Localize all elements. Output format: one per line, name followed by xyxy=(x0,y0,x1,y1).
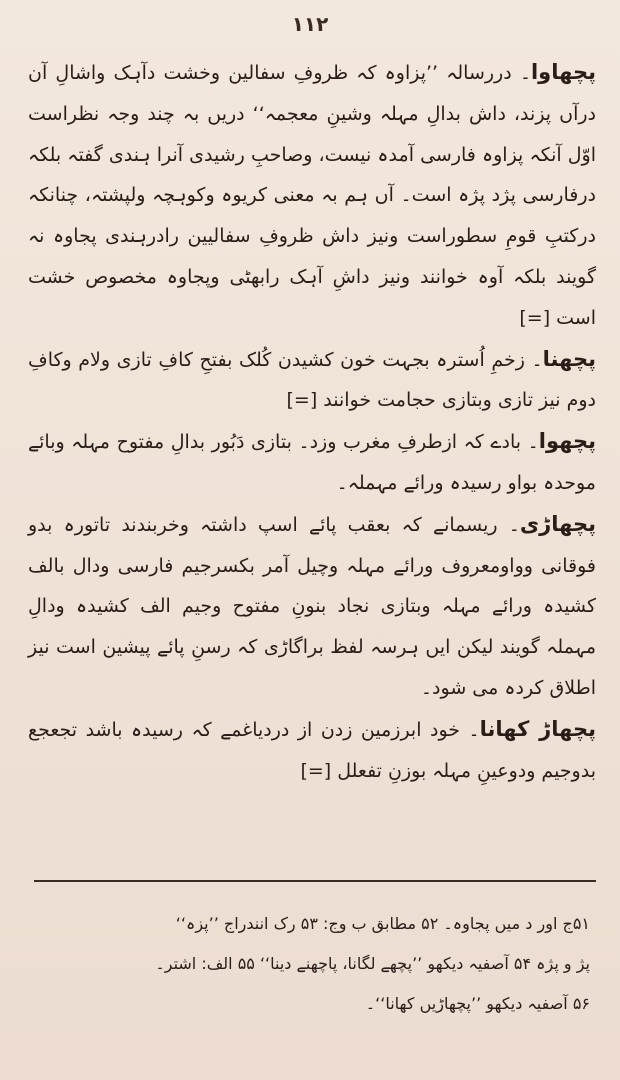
footnote-line: ۵۶ آصفیہ دیکھو ’’پچھاڑیں کھانا‘‘۔ xyxy=(365,994,590,1013)
entry-headword: پچھنا xyxy=(542,346,596,371)
entry-definition: ۔ بادے کہ ازطرفِ مغرب وزد۔ بتازی دَبُور بدالِ مفتوح مہلہ وبائے موحدہ بواو رسیدہ ورائے مہملہ۔ xyxy=(28,431,596,494)
entry-headword: پچھاڑ کھانا xyxy=(479,716,596,741)
entry-headword: پچھاڑی xyxy=(519,511,596,536)
dictionary-entry xyxy=(28,504,596,709)
footnote-line: پژ و پژہ ۵۴ آصفیہ دیکھو ’’پچھے لگانا، پاچھنے دینا‘‘ ۵۵ الف: اشتر۔ xyxy=(155,954,590,973)
page-number: ١١٢ xyxy=(291,12,329,36)
dictionary-entry xyxy=(28,421,596,504)
entry-headword: پچھاوا xyxy=(530,60,596,84)
dictionary-entry xyxy=(28,709,596,792)
dictionary-entry xyxy=(28,339,596,422)
entry-definition: ۔ زخمِ اُسترہ بجہت خون کشیدن کُلک بفتحِ کافِ تازی ولام وکافِ دوم نیز تازی وبتازی حجامت خوانند [=] xyxy=(28,348,596,412)
entry-definition: ۔ خود ابرزمین زدن از دردیاغمے کہ رسیدہ باشد تجعجع بدوجیم ودوعینِ مہلہ بوزنِ تفعلل [=] xyxy=(28,718,596,782)
footnote-separator xyxy=(34,880,596,882)
entry-definition: ۔ ریسمانے کہ بعقب پائے اسپ داشتہ وخربندند تاتورہ بدو فوقانی وواومعروف ورائے مہلہ وچیل آمر بکسرجیم فارسی ودال بالف کشیدہ ورائے مہلہ وبتازی نجاد بنونِ مفتوح وجیم الف کشیدہ ودالِ مہملہ گویند لیکن ایں ہرسہ لفظ براگاڑی کہ رسنِ پائے پیشین است نیز اطلاق کردہ می شود۔ xyxy=(28,513,596,699)
footnotes xyxy=(34,904,590,1024)
dictionary-entry xyxy=(28,52,596,339)
entry-definition: ۔ دررسالہ ’’پزاوہ کہ ظروفِ سفالین وخشت دآہک واشالِ آن درآں پزند، داش بدالِ مہلہ وشینِ معجمہ‘‘ دریں بہ چند وجہ نظراست اوّل آنکہ پزاوہ فارسی آمدہ نیست، وصاحبِ رشیدی آنرا ہندی گفتہ بلکہ درفارسی پژد پژہ است۔ آں ہم بہ معنی کریوہ وکوہچہ ولپشتہ، چنانکہ درکتبِ قومِ سطوراست ونیز داش ظروفِ سفالیین رادرہندی پجاوہ نہ گویند بلکہ آوہ خوانند ونیز داشِ آہک رابھٹی وپجاوہ مخصوص خشت است [=] xyxy=(28,62,596,329)
footnote-line: ۵۱ج اور د میں پجاوہ۔ ۵۲ مطابق ب وج: ۵۳ رک انندراج ’’پزہ‘‘ xyxy=(175,914,590,933)
entry-headword: پچھوا xyxy=(538,429,596,454)
dictionary-body xyxy=(28,52,596,791)
